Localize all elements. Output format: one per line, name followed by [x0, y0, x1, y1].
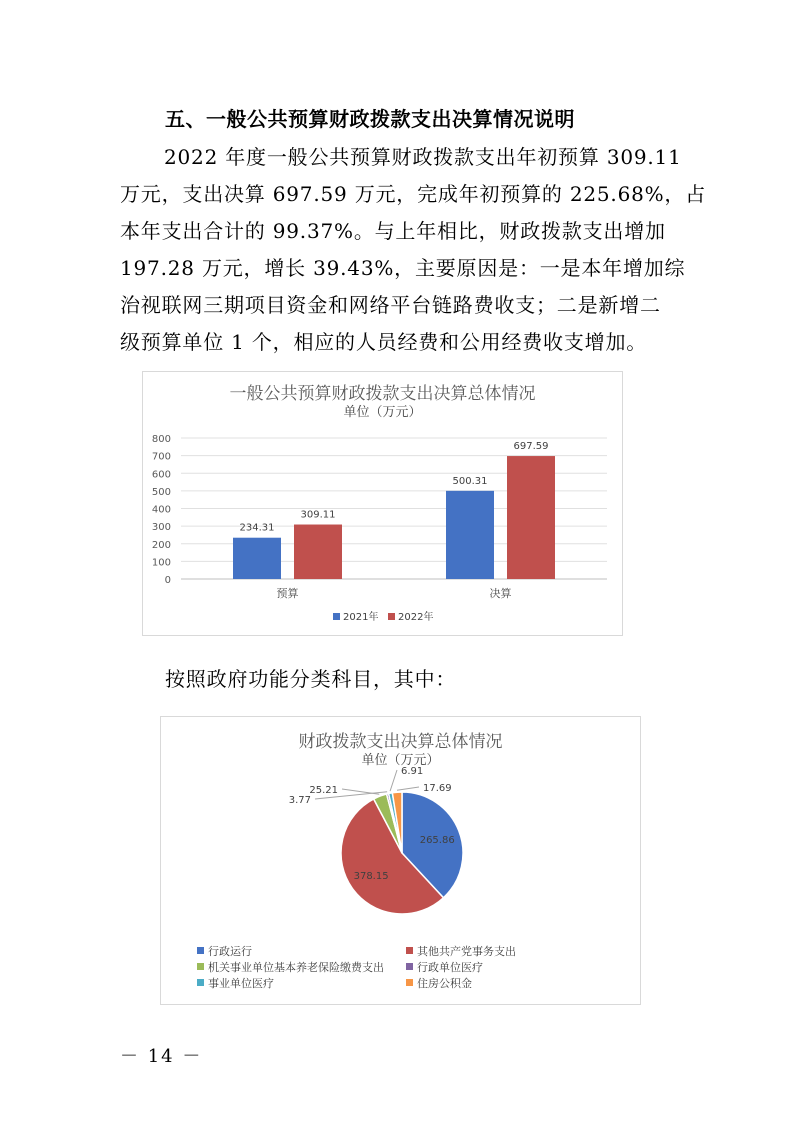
body-paragraph: [120, 139, 707, 361]
paragraph-line: 万元，支出决算 697.59 万元，完成年初预算的 225.68%，占: [120, 182, 707, 206]
paragraph-line: 2022 年度一般公共预算财政拨款支出年初预算 309.11: [164, 145, 682, 169]
legend-label: 事业单位医疗: [208, 977, 274, 990]
leader-line: [397, 787, 419, 790]
leader-line: [390, 770, 397, 791]
bar-chart-title: 一般公共预算财政拨款支出决算总体情况: [229, 384, 536, 404]
pie-chart-container: [160, 716, 641, 1005]
y-tick-label: 400: [151, 504, 171, 516]
bar: [446, 491, 494, 579]
bar-chart-container: [142, 371, 623, 636]
legend-label: 行政运行: [208, 945, 252, 958]
pie-legend-item: [406, 959, 483, 975]
pie-legend-item: [197, 959, 384, 975]
bar: [233, 538, 281, 579]
y-tick-label: 600: [151, 469, 171, 481]
slice-value-label: 17.69: [423, 783, 452, 794]
legend-label: 行政单位医疗: [417, 961, 483, 974]
bar-value-label: 234.31: [239, 522, 275, 534]
legend-swatch: [406, 963, 413, 970]
y-tick-label: 500: [151, 486, 171, 498]
pie-legend-item: [406, 943, 516, 959]
slice-value-label: 378.15: [353, 870, 389, 882]
bar-value-label: 500.31: [452, 475, 488, 487]
page-number: － 14 －: [120, 1046, 203, 1067]
pie-chart-subtitle: 单位（万元）: [361, 753, 440, 768]
legend-swatch: [388, 613, 395, 620]
legend-label: 其他共产党事务支出: [417, 945, 516, 958]
bar: [294, 525, 342, 579]
bar-chart: [143, 372, 622, 635]
bar-value-label: 697.59: [513, 441, 549, 453]
pie-legend-item: [197, 975, 274, 991]
paragraph-line: 本年支出合计的 99.37%。与上年相比，财政拨款支出增加: [120, 219, 666, 243]
paragraph-line: 级预算单位 1 个，相应的人员经费和公用经费收支增加。: [120, 330, 648, 354]
section-heading: 五、一般公共预算财政拨款支出决算情况说明: [165, 107, 575, 131]
pie-chart-title: 财政拨款支出决算总体情况: [298, 732, 503, 752]
legend-swatch: [197, 963, 204, 970]
y-tick-label: 100: [151, 557, 171, 569]
x-category-label: 预算: [276, 587, 299, 600]
bar: [507, 456, 555, 579]
bar-chart-subtitle: 单位（万元）: [343, 405, 422, 420]
legend-swatch: [406, 947, 413, 954]
y-tick-label: 0: [164, 575, 171, 586]
slice-value-label: 6.91: [401, 766, 424, 777]
y-tick-label: 800: [151, 434, 171, 445]
y-tick-label: 300: [151, 522, 171, 534]
legend-swatch: [197, 979, 204, 986]
subheading: 按照政府功能分类科目，其中：: [165, 667, 457, 691]
slice-value-label: 265.86: [419, 835, 455, 847]
legend-label: 2022年: [398, 612, 434, 623]
slice-value-label: 3.77: [288, 795, 311, 806]
bar-value-label: 309.11: [300, 509, 336, 521]
legend-label: 住房公积金: [417, 977, 472, 990]
legend-swatch: [333, 613, 340, 620]
paragraph-line: 197.28 万元，增长 39.43%，主要原因是：一是本年增加综: [120, 256, 686, 280]
x-category-label: 决算: [489, 587, 512, 600]
y-tick-label: 200: [151, 539, 171, 551]
legend-label: 机关事业单位基本养老保险缴费支出: [208, 961, 384, 974]
y-tick-label: 700: [151, 451, 171, 463]
legend-label: 2021年: [343, 612, 379, 623]
paragraph-line: 治视联网三期项目资金和网络平台链路费收支；二是新增二: [120, 293, 661, 317]
pie-legend-item: [406, 975, 472, 991]
pie-legend-item: [197, 943, 252, 959]
legend-swatch: [197, 947, 204, 954]
legend-swatch: [406, 979, 413, 986]
slice-value-label: 25.21: [309, 785, 338, 796]
